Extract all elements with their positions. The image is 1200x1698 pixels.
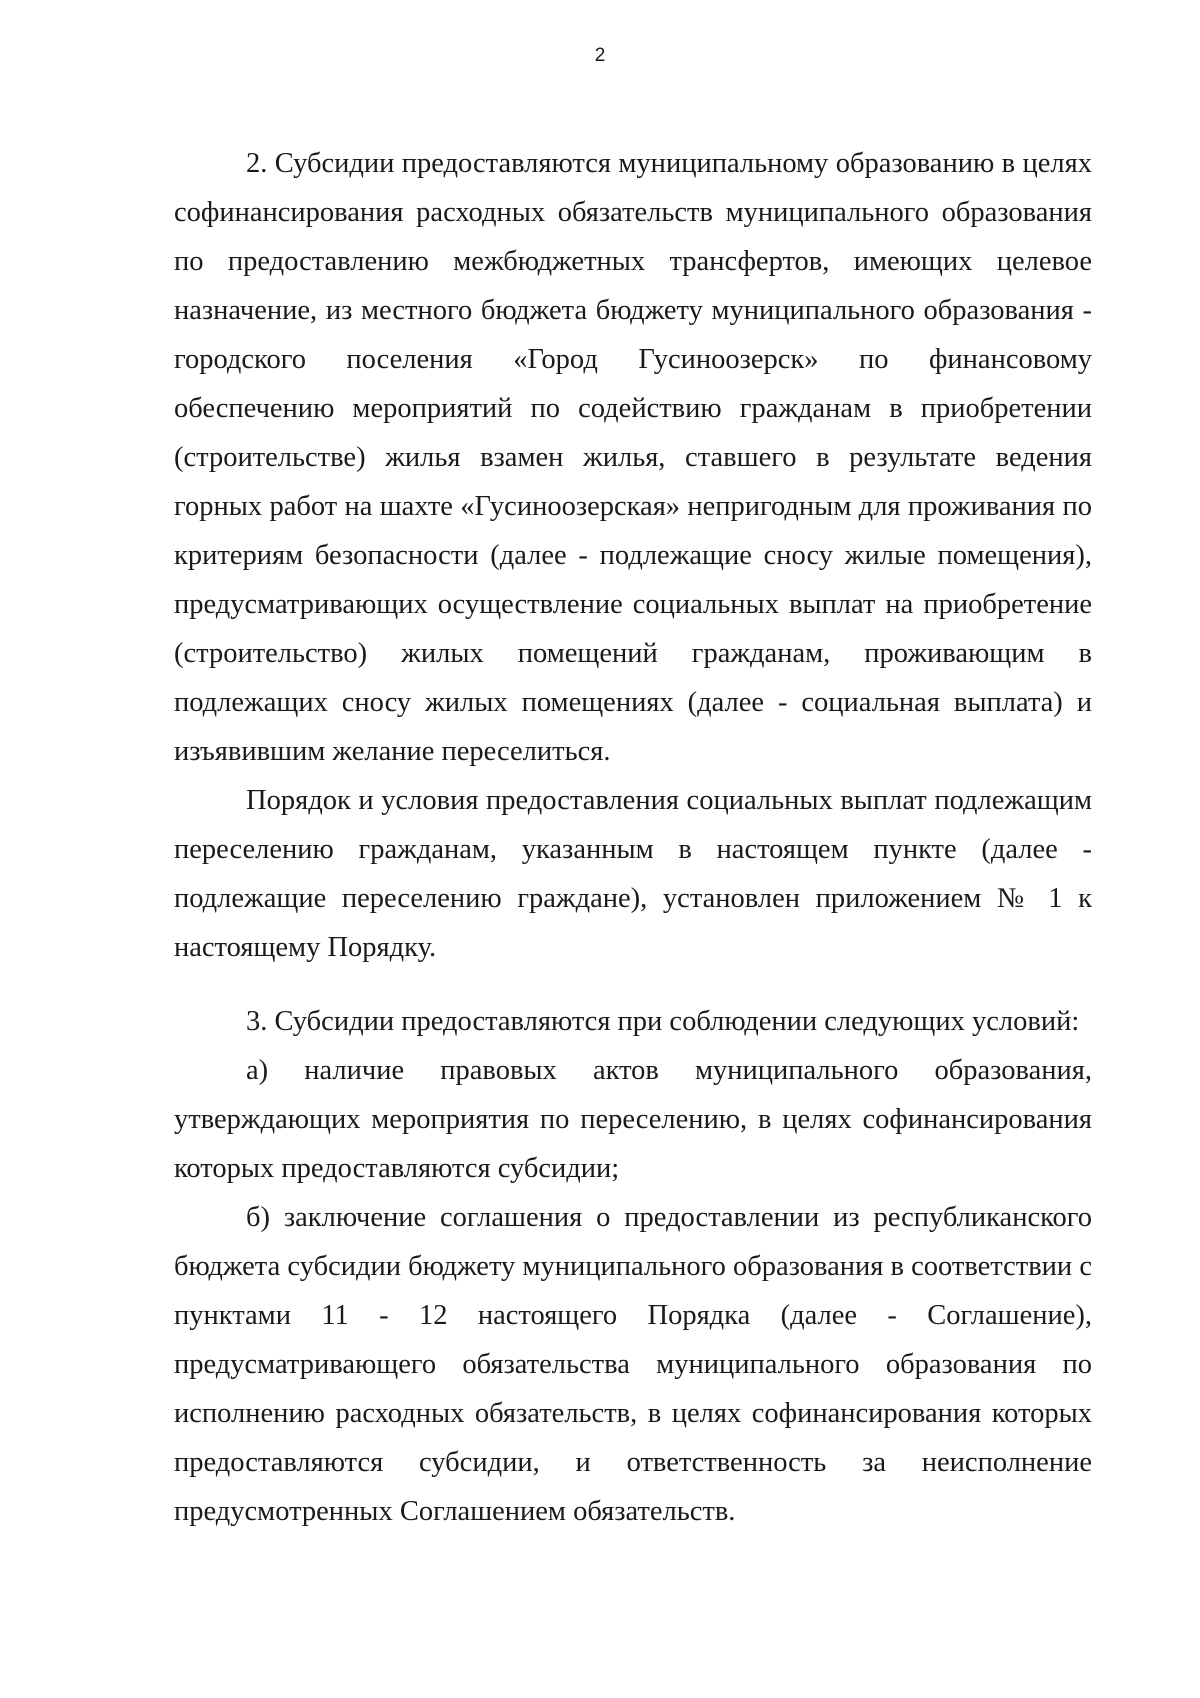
document-body <box>174 139 1092 1536</box>
paragraph-subsidies-purpose: 2. Субсидии предоставляются муниципальному образованию в целях софинансирования расходных обязательств муниципального образования по предоставлению межбюджетных трансфертов, имеющих целевое назначение, из местного бюджета бюджету муниципального образования - городского поселения «Город Гусиноозерск» по финансовому обеспечению мероприятий по содействию гражданам в приобретении (строительстве) жилья взамен жилья, ставшего в результате ведения горных работ на шахте «Гусиноозерская» непригодным для проживания по критериям безопасности (далее - подлежащие сносу жилые помещения), предусматривающих осуществление социальных выплат на приобретение (строительство) жилых помещений гражданам, проживающим в подлежащих сносу жилых помещениях (далее - социальная выплата) и изъявившим желание переселиться. <box>174 148 1092 767</box>
page-number: 2 <box>594 45 606 66</box>
paragraph-condition-a: а) наличие правовых актов муниципального образования, утверждающих мероприятия по переселению, в целях софинансирования которых предоставляются субсидии; <box>174 1055 1092 1184</box>
paragraph-conditions-heading: 3. Субсидии предоставляются при соблюдении следующих условий: <box>246 1006 1080 1037</box>
paragraph-condition-b: б) заключение соглашения о предоставлении из республиканского бюджета субсидии бюджету муниципального образования в соответствии с пунктами 11 - 12 настоящего Порядка (далее - Соглашение), предусматривающего обязательства муниципального образования по исполнению расходных обязательств, в целях софинансирования которых предоставляются субсидии, и ответственность за неисполнение предусмотренных Соглашением обязательств. <box>174 1202 1092 1527</box>
paragraph-payment-procedure: Порядок и условия предоставления социальных выплат подлежащим переселению гражданам, указанным в настоящем пункте (далее - подлежащие переселению граждане), установлен приложением № 1 к настоящему Порядку. <box>174 785 1092 963</box>
